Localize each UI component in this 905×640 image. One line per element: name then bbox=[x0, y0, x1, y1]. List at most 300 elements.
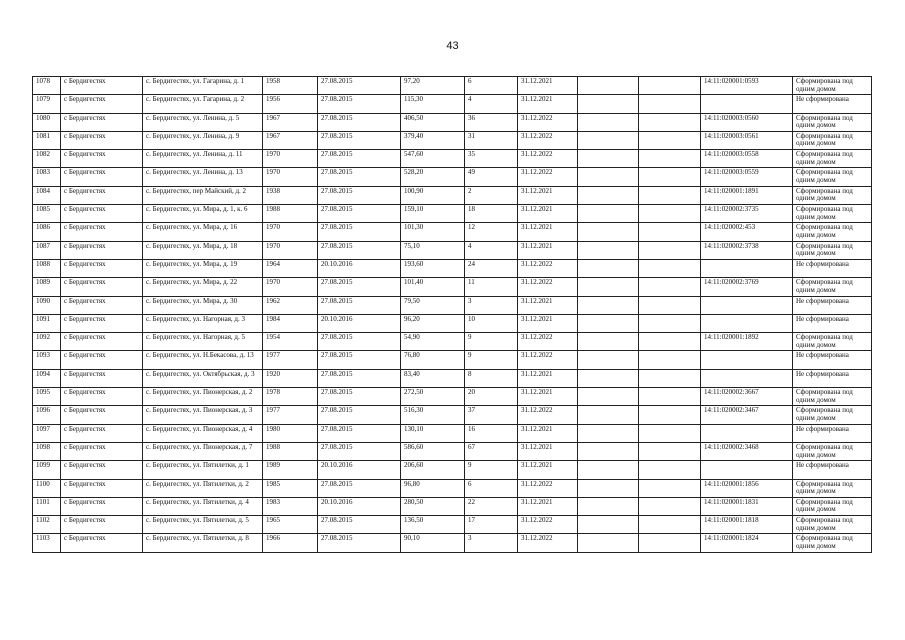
decision-date-cell: 27.08.2015 bbox=[318, 534, 401, 552]
land-status-cell: Сформирована под одним домом bbox=[793, 388, 872, 406]
decision-date-cell: 27.08.2015 bbox=[318, 223, 401, 241]
land-status-cell: Сформирована под одним домом bbox=[793, 333, 872, 351]
year-built-cell: 1966 bbox=[263, 534, 318, 552]
table-row bbox=[33, 497, 872, 515]
table-row bbox=[33, 296, 872, 314]
blank-cell bbox=[578, 534, 639, 552]
deadline-cell: 31.12.2022 bbox=[518, 516, 578, 534]
cadastral-number-cell: 14:11:020002:453 bbox=[701, 223, 793, 241]
decision-date-cell: 27.08.2015 bbox=[318, 205, 401, 223]
deadline-cell: 31.12.2022 bbox=[518, 351, 578, 369]
blank-cell bbox=[578, 461, 639, 479]
table-row bbox=[33, 333, 872, 351]
settlement-cell: с Бердигестях bbox=[61, 241, 143, 259]
year-built-cell: 1938 bbox=[263, 186, 318, 204]
blank-cell bbox=[578, 131, 639, 149]
cadastral-number-cell: 14:11:020001:0593 bbox=[701, 77, 793, 95]
blank-cell bbox=[578, 442, 639, 460]
cadastral-number-cell: 14:11:020001:1831 bbox=[701, 497, 793, 515]
decision-date-cell: 27.08.2015 bbox=[318, 113, 401, 131]
cadastral-number-cell bbox=[701, 314, 793, 332]
residents-cell: 12 bbox=[465, 223, 518, 241]
blank-cell bbox=[639, 314, 701, 332]
land-status-cell: Не сформирована bbox=[793, 461, 872, 479]
row-number-cell: 1087 bbox=[33, 241, 61, 259]
area-cell: 379,40 bbox=[401, 131, 465, 149]
deadline-cell: 31.12.2021 bbox=[518, 442, 578, 460]
row-number-cell: 1083 bbox=[33, 168, 61, 186]
year-built-cell: 1985 bbox=[263, 479, 318, 497]
address-cell: с. Бердигестях, ул. Пятилетки, д. 5 bbox=[143, 516, 263, 534]
settlement-cell: с Бердигестях bbox=[61, 388, 143, 406]
row-number-cell: 1101 bbox=[33, 497, 61, 515]
area-cell: 90,10 bbox=[401, 534, 465, 552]
area-cell: 528,20 bbox=[401, 168, 465, 186]
land-status-cell: Не сформирована bbox=[793, 259, 872, 277]
address-cell: с. Бердигестях, ул. Пионерская, д. 2 bbox=[143, 388, 263, 406]
year-built-cell: 1954 bbox=[263, 333, 318, 351]
cadastral-number-cell: 14:11:020002:3735 bbox=[701, 205, 793, 223]
blank-cell bbox=[578, 77, 639, 95]
table-row bbox=[33, 131, 872, 149]
decision-date-cell: 27.08.2015 bbox=[318, 442, 401, 460]
land-status-cell: Сформирована под одним домом bbox=[793, 534, 872, 552]
address-cell: с. Бердигестях, ул. Нагорная, д. 3 bbox=[143, 314, 263, 332]
area-cell: 79,50 bbox=[401, 296, 465, 314]
area-cell: 130,10 bbox=[401, 424, 465, 442]
land-status-cell: Сформирована под одним домом bbox=[793, 168, 872, 186]
land-status-cell: Не сформирована bbox=[793, 314, 872, 332]
row-number-cell: 1089 bbox=[33, 278, 61, 296]
residents-cell: 37 bbox=[465, 406, 518, 424]
deadline-cell: 31.12.2022 bbox=[518, 406, 578, 424]
blank-cell bbox=[639, 479, 701, 497]
settlement-cell: с Бердигестях bbox=[61, 351, 143, 369]
blank-cell bbox=[639, 424, 701, 442]
land-status-cell: Сформирована под одним домом bbox=[793, 113, 872, 131]
settlement-cell: с Бердигестях bbox=[61, 406, 143, 424]
table-row bbox=[33, 278, 872, 296]
cadastral-number-cell bbox=[701, 259, 793, 277]
row-number-cell: 1099 bbox=[33, 461, 61, 479]
table-row bbox=[33, 369, 872, 387]
blank-cell bbox=[639, 205, 701, 223]
area-cell: 54,90 bbox=[401, 333, 465, 351]
year-built-cell: 1983 bbox=[263, 497, 318, 515]
address-cell: с. Бердигестях, ул. Пионерская, д. 7 bbox=[143, 442, 263, 460]
address-cell: с. Бердигестях, ул. Ленина, д. 5 bbox=[143, 113, 263, 131]
residents-cell: 18 bbox=[465, 205, 518, 223]
row-number-cell: 1082 bbox=[33, 150, 61, 168]
land-status-cell: Не сформирована bbox=[793, 95, 872, 113]
area-cell: 193,60 bbox=[401, 259, 465, 277]
land-status-cell: Не сформирована bbox=[793, 351, 872, 369]
deadline-cell: 31.12.2022 bbox=[518, 534, 578, 552]
table-row bbox=[33, 406, 872, 424]
blank-cell bbox=[578, 259, 639, 277]
settlement-cell: с Бердигестях bbox=[61, 314, 143, 332]
settlement-cell: с Бердигестях bbox=[61, 442, 143, 460]
land-status-cell: Сформирована под одним домом bbox=[793, 516, 872, 534]
row-number-cell: 1094 bbox=[33, 369, 61, 387]
blank-cell bbox=[578, 497, 639, 515]
table-row bbox=[33, 442, 872, 460]
year-built-cell: 1970 bbox=[263, 150, 318, 168]
deadline-cell: 31.12.2021 bbox=[518, 461, 578, 479]
settlement-cell: с Бердигестях bbox=[61, 278, 143, 296]
residents-cell: 11 bbox=[465, 278, 518, 296]
year-built-cell: 1980 bbox=[263, 424, 318, 442]
cadastral-number-cell: 14:11:020003:0561 bbox=[701, 131, 793, 149]
table-row bbox=[33, 186, 872, 204]
address-cell: с. Бердигестях, ул. Мира, д. 22 bbox=[143, 278, 263, 296]
row-number-cell: 1092 bbox=[33, 333, 61, 351]
land-status-cell: Сформирована под одним домом bbox=[793, 442, 872, 460]
residents-cell: 6 bbox=[465, 77, 518, 95]
table-row bbox=[33, 259, 872, 277]
blank-cell bbox=[578, 186, 639, 204]
decision-date-cell: 20.10.2016 bbox=[318, 314, 401, 332]
address-cell: с. Бердигестях, ул. Пятилетки, д. 4 bbox=[143, 497, 263, 515]
residents-cell: 49 bbox=[465, 168, 518, 186]
land-status-cell: Сформирована под одним домом bbox=[793, 205, 872, 223]
blank-cell bbox=[578, 369, 639, 387]
table-row bbox=[33, 223, 872, 241]
year-built-cell: 1920 bbox=[263, 369, 318, 387]
table-row bbox=[33, 241, 872, 259]
year-built-cell: 1989 bbox=[263, 461, 318, 479]
blank-cell bbox=[639, 351, 701, 369]
residents-cell: 4 bbox=[465, 95, 518, 113]
blank-cell bbox=[578, 333, 639, 351]
blank-cell bbox=[578, 241, 639, 259]
cadastral-number-cell: 14:11:020003:0560 bbox=[701, 113, 793, 131]
residents-cell: 3 bbox=[465, 296, 518, 314]
deadline-cell: 31.12.2022 bbox=[518, 278, 578, 296]
settlement-cell: с Бердигестях bbox=[61, 131, 143, 149]
table-row bbox=[33, 95, 872, 113]
deadline-cell: 31.12.2021 bbox=[518, 369, 578, 387]
decision-date-cell: 27.08.2015 bbox=[318, 278, 401, 296]
settlement-cell: с Бердигестях bbox=[61, 168, 143, 186]
decision-date-cell: 27.08.2015 bbox=[318, 424, 401, 442]
cadastral-number-cell: 14:11:020002:3467 bbox=[701, 406, 793, 424]
blank-cell bbox=[639, 95, 701, 113]
decision-date-cell: 27.08.2015 bbox=[318, 186, 401, 204]
area-cell: 547,60 bbox=[401, 150, 465, 168]
blank-cell bbox=[639, 497, 701, 515]
settlement-cell: с Бердигестях bbox=[61, 461, 143, 479]
area-cell: 406,50 bbox=[401, 113, 465, 131]
year-built-cell: 1977 bbox=[263, 406, 318, 424]
year-built-cell: 1970 bbox=[263, 223, 318, 241]
blank-cell bbox=[639, 516, 701, 534]
blank-cell bbox=[578, 388, 639, 406]
address-cell: с. Бердигестях, ул. Октябрьская, д. 3 bbox=[143, 369, 263, 387]
deadline-cell: 31.12.2021 bbox=[518, 314, 578, 332]
land-status-cell: Не сформирована bbox=[793, 296, 872, 314]
settlement-cell: с Бердигестях bbox=[61, 223, 143, 241]
decision-date-cell: 27.08.2015 bbox=[318, 150, 401, 168]
table-row bbox=[33, 534, 872, 552]
residents-cell: 22 bbox=[465, 497, 518, 515]
year-built-cell: 1984 bbox=[263, 314, 318, 332]
cadastral-number-cell: 14:11:020002:3667 bbox=[701, 388, 793, 406]
year-built-cell: 1978 bbox=[263, 388, 318, 406]
settlement-cell: с Бердигестях bbox=[61, 259, 143, 277]
cadastral-number-cell: 14:11:020002:3769 bbox=[701, 278, 793, 296]
area-cell: 159,10 bbox=[401, 205, 465, 223]
decision-date-cell: 27.08.2015 bbox=[318, 516, 401, 534]
residents-cell: 4 bbox=[465, 241, 518, 259]
table-row bbox=[33, 351, 872, 369]
decision-date-cell: 20.10.2016 bbox=[318, 461, 401, 479]
residents-cell: 35 bbox=[465, 150, 518, 168]
row-number-cell: 1085 bbox=[33, 205, 61, 223]
row-number-cell: 1100 bbox=[33, 479, 61, 497]
table-row bbox=[33, 424, 872, 442]
blank-cell bbox=[578, 205, 639, 223]
year-built-cell: 1964 bbox=[263, 259, 318, 277]
decision-date-cell: 27.08.2015 bbox=[318, 131, 401, 149]
cadastral-number-cell: 14:11:020001:1891 bbox=[701, 186, 793, 204]
deadline-cell: 31.12.2022 bbox=[518, 479, 578, 497]
row-number-cell: 1078 bbox=[33, 77, 61, 95]
address-cell: с. Бердигестях, ул. Н.Бекасова, д. 13 bbox=[143, 351, 263, 369]
blank-cell bbox=[639, 150, 701, 168]
decision-date-cell: 27.08.2015 bbox=[318, 333, 401, 351]
row-number-cell: 1088 bbox=[33, 259, 61, 277]
housing-registry-table bbox=[32, 76, 872, 553]
land-status-cell: Сформирована под одним домом bbox=[793, 497, 872, 515]
area-cell: 83,40 bbox=[401, 369, 465, 387]
blank-cell bbox=[578, 406, 639, 424]
blank-cell bbox=[639, 461, 701, 479]
deadline-cell: 31.12.2022 bbox=[518, 113, 578, 131]
settlement-cell: с Бердигестях bbox=[61, 369, 143, 387]
address-cell: с. Бердигестях, пер Майский, д. 2 bbox=[143, 186, 263, 204]
row-number-cell: 1098 bbox=[33, 442, 61, 460]
blank-cell bbox=[639, 241, 701, 259]
blank-cell bbox=[639, 259, 701, 277]
cadastral-number-cell: 14:11:020001:1824 bbox=[701, 534, 793, 552]
deadline-cell: 31.12.2021 bbox=[518, 205, 578, 223]
blank-cell bbox=[578, 351, 639, 369]
year-built-cell: 1977 bbox=[263, 351, 318, 369]
settlement-cell: с Бердигестях bbox=[61, 113, 143, 131]
land-status-cell: Сформирована под одним домом bbox=[793, 278, 872, 296]
address-cell: с. Бердигестях, ул. Ленина, д. 9 bbox=[143, 131, 263, 149]
deadline-cell: 31.12.2021 bbox=[518, 241, 578, 259]
cadastral-number-cell: 14:11:020002:3738 bbox=[701, 241, 793, 259]
table-row bbox=[33, 205, 872, 223]
cadastral-number-cell bbox=[701, 351, 793, 369]
deadline-cell: 31.12.2021 bbox=[518, 95, 578, 113]
blank-cell bbox=[639, 77, 701, 95]
deadline-cell: 31.12.2021 bbox=[518, 296, 578, 314]
residents-cell: 16 bbox=[465, 424, 518, 442]
deadline-cell: 31.12.2022 bbox=[518, 131, 578, 149]
residents-cell: 36 bbox=[465, 113, 518, 131]
year-built-cell: 1967 bbox=[263, 131, 318, 149]
area-cell: 272,50 bbox=[401, 388, 465, 406]
address-cell: с. Бердигестях, ул. Пионерская, д. 4 bbox=[143, 424, 263, 442]
table-row bbox=[33, 314, 872, 332]
residents-cell: 6 bbox=[465, 479, 518, 497]
address-cell: с. Бердигестях, ул. Ленина, д. 13 bbox=[143, 168, 263, 186]
blank-cell bbox=[578, 424, 639, 442]
row-number-cell: 1090 bbox=[33, 296, 61, 314]
blank-cell bbox=[578, 314, 639, 332]
cadastral-number-cell: 14:11:020001:1892 bbox=[701, 333, 793, 351]
address-cell: с. Бердигестях, ул. Мира, д. 19 bbox=[143, 259, 263, 277]
table-row bbox=[33, 388, 872, 406]
decision-date-cell: 27.08.2015 bbox=[318, 168, 401, 186]
deadline-cell: 31.12.2021 bbox=[518, 77, 578, 95]
residents-cell: 8 bbox=[465, 369, 518, 387]
deadline-cell: 31.12.2022 bbox=[518, 150, 578, 168]
address-cell: с. Бердигестях, ул. Гагарина, д. 1 bbox=[143, 77, 263, 95]
cadastral-number-cell: 14:11:020001:1818 bbox=[701, 516, 793, 534]
blank-cell bbox=[639, 223, 701, 241]
address-cell: с. Бердигестях, ул. Пионерская, д. 3 bbox=[143, 406, 263, 424]
deadline-cell: 31.12.2021 bbox=[518, 497, 578, 515]
decision-date-cell: 27.08.2015 bbox=[318, 296, 401, 314]
cadastral-number-cell bbox=[701, 296, 793, 314]
area-cell: 100,90 bbox=[401, 186, 465, 204]
land-status-cell: Не сформирована bbox=[793, 424, 872, 442]
blank-cell bbox=[639, 534, 701, 552]
decision-date-cell: 27.08.2015 bbox=[318, 351, 401, 369]
deadline-cell: 31.12.2022 bbox=[518, 333, 578, 351]
area-cell: 101,30 bbox=[401, 223, 465, 241]
blank-cell bbox=[639, 442, 701, 460]
row-number-cell: 1097 bbox=[33, 424, 61, 442]
blank-cell bbox=[639, 278, 701, 296]
year-built-cell: 1962 bbox=[263, 296, 318, 314]
blank-cell bbox=[639, 168, 701, 186]
area-cell: 206,60 bbox=[401, 461, 465, 479]
deadline-cell: 31.12.2021 bbox=[518, 186, 578, 204]
settlement-cell: с Бердигестях bbox=[61, 205, 143, 223]
address-cell: с. Бердигестях, ул. Мира, д. 30 bbox=[143, 296, 263, 314]
cadastral-number-cell bbox=[701, 95, 793, 113]
residents-cell: 31 bbox=[465, 131, 518, 149]
settlement-cell: с Бердигестях bbox=[61, 95, 143, 113]
settlement-cell: с Бердигестях bbox=[61, 534, 143, 552]
blank-cell bbox=[578, 113, 639, 131]
area-cell: 101,40 bbox=[401, 278, 465, 296]
blank-cell bbox=[578, 296, 639, 314]
address-cell: с. Бердигестях, ул. Пятилетки, д. 1 bbox=[143, 461, 263, 479]
blank-cell bbox=[639, 388, 701, 406]
year-built-cell: 1970 bbox=[263, 278, 318, 296]
area-cell: 76,80 bbox=[401, 351, 465, 369]
address-cell: с. Бердигестях, ул. Пятилетки, д. 2 bbox=[143, 479, 263, 497]
blank-cell bbox=[639, 333, 701, 351]
row-number-cell: 1091 bbox=[33, 314, 61, 332]
row-number-cell: 1096 bbox=[33, 406, 61, 424]
year-built-cell: 1956 bbox=[263, 95, 318, 113]
area-cell: 115,30 bbox=[401, 95, 465, 113]
residents-cell: 9 bbox=[465, 351, 518, 369]
cadastral-number-cell: 14:11:020002:3468 bbox=[701, 442, 793, 460]
cadastral-number-cell: 14:11:020001:1856 bbox=[701, 479, 793, 497]
table-row bbox=[33, 113, 872, 131]
year-built-cell: 1970 bbox=[263, 241, 318, 259]
residents-cell: 17 bbox=[465, 516, 518, 534]
deadline-cell: 31.12.2021 bbox=[518, 223, 578, 241]
blank-cell bbox=[578, 150, 639, 168]
row-number-cell: 1102 bbox=[33, 516, 61, 534]
settlement-cell: с Бердигестях bbox=[61, 186, 143, 204]
blank-cell bbox=[578, 95, 639, 113]
residents-cell: 2 bbox=[465, 186, 518, 204]
row-number-cell: 1079 bbox=[33, 95, 61, 113]
year-built-cell: 1967 bbox=[263, 113, 318, 131]
blank-cell bbox=[578, 168, 639, 186]
address-cell: с. Бердигестях, ул. Мира, д. 16 bbox=[143, 223, 263, 241]
row-number-cell: 1080 bbox=[33, 113, 61, 131]
area-cell: 97,20 bbox=[401, 77, 465, 95]
blank-cell bbox=[639, 406, 701, 424]
page-number: 43 bbox=[446, 40, 459, 52]
row-number-cell: 1093 bbox=[33, 351, 61, 369]
table-row bbox=[33, 461, 872, 479]
residents-cell: 24 bbox=[465, 259, 518, 277]
address-cell: с. Бердигестях, ул. Мира, д. 1, к. 6 bbox=[143, 205, 263, 223]
decision-date-cell: 27.08.2015 bbox=[318, 388, 401, 406]
row-number-cell: 1095 bbox=[33, 388, 61, 406]
area-cell: 96,20 bbox=[401, 314, 465, 332]
residents-cell: 10 bbox=[465, 314, 518, 332]
decision-date-cell: 27.08.2015 bbox=[318, 95, 401, 113]
settlement-cell: с Бердигестях bbox=[61, 497, 143, 515]
land-status-cell: Сформирована под одним домом bbox=[793, 223, 872, 241]
blank-cell bbox=[639, 131, 701, 149]
row-number-cell: 1086 bbox=[33, 223, 61, 241]
residents-cell: 9 bbox=[465, 333, 518, 351]
blank-cell bbox=[578, 278, 639, 296]
settlement-cell: с Бердигестях bbox=[61, 77, 143, 95]
land-status-cell: Сформирована под одним домом bbox=[793, 131, 872, 149]
decision-date-cell: 27.08.2015 bbox=[318, 406, 401, 424]
table-row bbox=[33, 150, 872, 168]
residents-cell: 9 bbox=[465, 461, 518, 479]
cadastral-number-cell bbox=[701, 424, 793, 442]
cadastral-number-cell: 14:11:020003:0559 bbox=[701, 168, 793, 186]
land-status-cell: Не сформирована bbox=[793, 369, 872, 387]
area-cell: 96,80 bbox=[401, 479, 465, 497]
area-cell: 586,60 bbox=[401, 442, 465, 460]
land-status-cell: Сформирована под одним домом bbox=[793, 479, 872, 497]
decision-date-cell: 20.10.2016 bbox=[318, 259, 401, 277]
address-cell: с. Бердигестях, ул. Ленина, д. 11 bbox=[143, 150, 263, 168]
decision-date-cell: 27.08.2015 bbox=[318, 479, 401, 497]
settlement-cell: с Бердигестях bbox=[61, 424, 143, 442]
row-number-cell: 1103 bbox=[33, 534, 61, 552]
settlement-cell: с Бердигестях bbox=[61, 150, 143, 168]
land-status-cell: Сформирована под одним домом bbox=[793, 186, 872, 204]
table-row bbox=[33, 77, 872, 95]
row-number-cell: 1084 bbox=[33, 186, 61, 204]
address-cell: с. Бердигестях, ул. Гагарина, д. 2 bbox=[143, 95, 263, 113]
land-status-cell: Сформирована под одним домом bbox=[793, 241, 872, 259]
decision-date-cell: 27.08.2015 bbox=[318, 369, 401, 387]
address-cell: с. Бердигестях, ул. Мира, д. 18 bbox=[143, 241, 263, 259]
year-built-cell: 1958 bbox=[263, 77, 318, 95]
area-cell: 75,10 bbox=[401, 241, 465, 259]
